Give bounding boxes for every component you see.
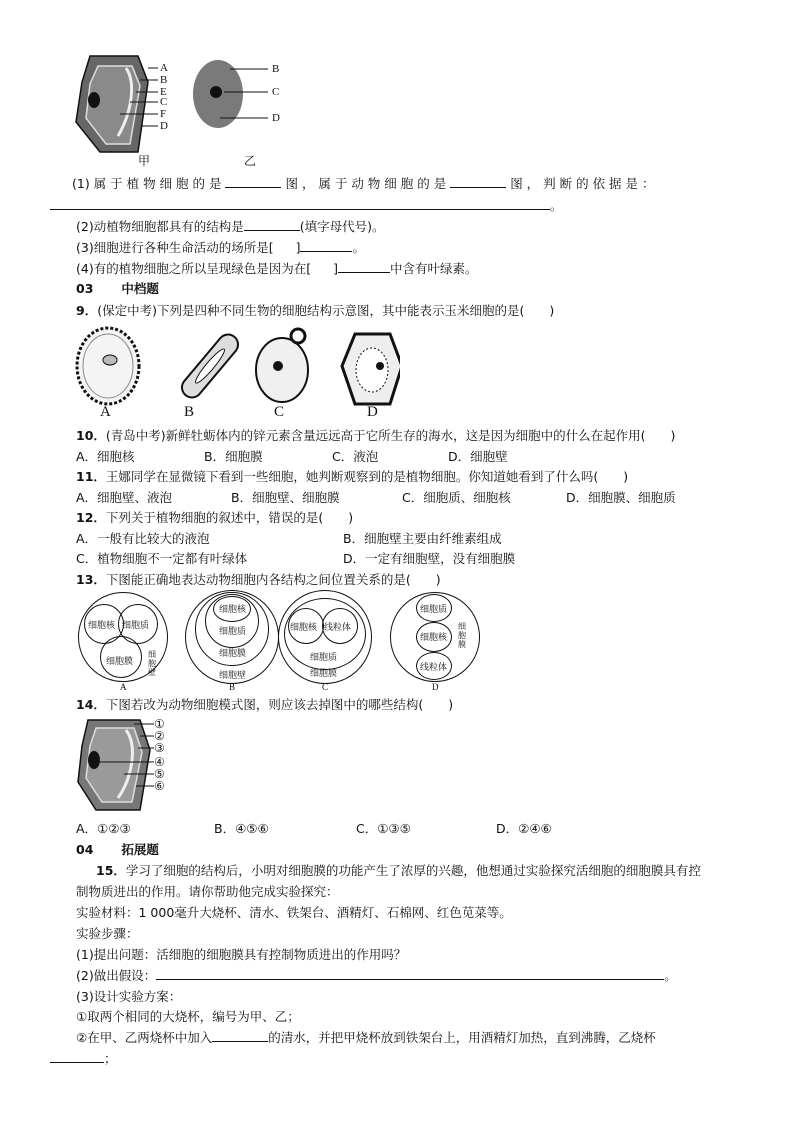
q14-option-b[interactable]: B．④⑤⑥: [214, 821, 269, 836]
q9-label-a: A: [100, 404, 111, 420]
q9-cell-drawings: [70, 326, 400, 411]
q13-diagram-d: 细胞质 细胞核 线粒体 细胞膜 D: [390, 592, 484, 694]
q15-materials: 实验材料：1 000毫升大烧杯、清水、铁架台、酒精灯、石棉网、红色苋菜等。: [76, 905, 512, 920]
label-c: C: [160, 96, 168, 108]
label-a: A: [160, 62, 168, 74]
answer-blank[interactable]: [225, 175, 281, 188]
q11-option-c[interactable]: C．细胞质、细胞核: [402, 490, 511, 505]
answer-blank[interactable]: [450, 175, 506, 188]
label-b-yi: B: [272, 63, 280, 75]
label-e: E: [160, 86, 167, 98]
q9-label-c: C: [274, 404, 285, 420]
q11-option-b[interactable]: B．细胞壁、细胞膜: [231, 490, 340, 505]
label-d: D: [160, 120, 168, 132]
question-10: 10．(青岛中考)新鲜牡蛎体内的锌元素含量远远高于它所生存的海水，这是因为细胞中的什么在起作用( ): [76, 428, 676, 443]
q10-option-d[interactable]: D．细胞壁: [448, 449, 508, 464]
q9-figures: [70, 326, 400, 426]
label-b: B: [160, 74, 168, 86]
plant-cell-diagram: [70, 52, 300, 167]
question-14: 14．下图若改为动物细胞模式图，则应该去掉图中的哪些结构( ): [76, 697, 454, 712]
mark-2: ②: [154, 729, 165, 743]
caption-yi: 乙: [244, 154, 257, 168]
question-15: 15．学习了细胞的结构后，小明对细胞膜的功能产生了浓厚的兴趣，他想通过实验探究活细胞的细胞膜具有控: [96, 863, 701, 878]
q15-question: (1)提出问题：活细胞的细胞膜具有控制物质进出的作用吗？: [76, 947, 407, 962]
q15-steps-heading: 实验步骤：: [76, 926, 139, 941]
answer-blank[interactable]: [50, 197, 550, 210]
q10-option-a[interactable]: A．细胞核: [76, 449, 135, 464]
q12-option-d[interactable]: D．一定有细胞壁，没有细胞膜: [343, 551, 516, 566]
mark-4: ④: [154, 755, 165, 769]
q15-hypothesis: (2)做出假设： 。: [76, 968, 677, 983]
question-13: 13．下图能正确地表达动物细胞内各结构之间位置关系的是( ): [76, 572, 441, 587]
q14-option-c[interactable]: C．①③⑤: [356, 821, 411, 836]
prev-q-part4: (4)有的植物细胞之所以呈现绿色是因为在[ ] 中含有叶绿素。: [76, 261, 478, 276]
answer-blank[interactable]: [244, 218, 300, 231]
q10-option-c[interactable]: C．液泡: [332, 449, 379, 464]
mark-6: ⑥: [154, 779, 165, 793]
q12-option-b[interactable]: B．细胞壁主要由纤维素组成: [343, 531, 502, 546]
q14-option-d[interactable]: D．②④⑥: [496, 821, 552, 836]
q14-option-a[interactable]: A．①②③: [76, 821, 131, 836]
prev-q-part2: (2)动植物细胞都具有的结构是 (填字母代号)。: [76, 219, 385, 234]
q10-option-b[interactable]: B．细胞膜: [204, 449, 263, 464]
q13-diagram-c: 细胞核 线粒体 细胞质 细胞膜 C: [278, 590, 374, 694]
q9-label-b: B: [184, 404, 195, 420]
prev-q-part1-cont: 。: [50, 197, 563, 215]
section-04-heading: 04 拓展题: [76, 842, 159, 857]
q15-step-1: ①取两个相同的大烧杯，编号为甲、乙；: [76, 1009, 300, 1024]
question-9: 9．(保定中考)下列是四种不同生物的细胞结构示意图，其中能表示玉米细胞的是( ): [76, 303, 555, 318]
answer-blank[interactable]: [338, 260, 390, 273]
q11-option-d[interactable]: D．细胞膜、细胞质: [566, 490, 676, 505]
mark-3: ③: [154, 741, 165, 755]
question-11: 11．王娜同学在显微镜下看到一些细胞，她判断观察到的是植物细胞。你知道她看到了什么吗( ): [76, 469, 629, 484]
q9-label-d: D: [367, 404, 378, 420]
hypothesis-blank[interactable]: [156, 967, 664, 980]
q15-line-2: 制物质进出的作用。请你帮助他完成实验探究：: [76, 884, 339, 899]
answer-blank[interactable]: [300, 239, 352, 252]
water-blank[interactable]: [212, 1029, 268, 1042]
q12-option-c[interactable]: C．植物细胞不一定都有叶绿体: [76, 551, 248, 566]
question-12: 12．下列关于植物细胞的叙述中，错误的是( ): [76, 510, 354, 525]
label-c-yi: C: [272, 86, 280, 98]
caption-jia: 甲: [138, 154, 151, 168]
figure-jia-yi: [70, 52, 300, 167]
q14-figure: [74, 716, 184, 814]
section-03-heading: 03 中档题: [76, 281, 159, 296]
beaker-yi-blank[interactable]: [50, 1050, 104, 1063]
q13-diagram-a: 细胞核 细胞质 细胞膜 细胞壁 A: [78, 592, 170, 692]
mark-1: ①: [154, 717, 165, 731]
q15-design-heading: (3)设计实验方案：: [76, 989, 182, 1004]
label-f: F: [160, 108, 167, 120]
prev-q-part1: (1) 属 于 植 物 细 胞 的 是 图 ， 属 于 动 物 细 胞 的 是 图 ， 判 断 的 依 据 是 ：: [72, 176, 655, 191]
q14-plant-cell: [74, 716, 184, 814]
mark-5: ⑤: [154, 767, 165, 781]
q11-option-a[interactable]: A．细胞壁、液泡: [76, 490, 173, 505]
q15-step-2: ②在甲、乙两烧杯中加入 的清水，并把甲烧杯放到铁架台上，用酒精灯加热，直到沸腾，乙烧杯: [76, 1030, 656, 1045]
q13-diagram-b: 细胞核 细胞质 细胞膜 细胞壁 B: [185, 590, 281, 694]
q15-step-2-cont: ；: [50, 1050, 117, 1068]
q12-option-a[interactable]: A．一般有比较大的液泡: [76, 531, 210, 546]
prev-q-part3: (3)细胞进行各种生命活动的场所是[ ] 。: [76, 240, 365, 255]
label-d-yi: D: [272, 112, 280, 124]
